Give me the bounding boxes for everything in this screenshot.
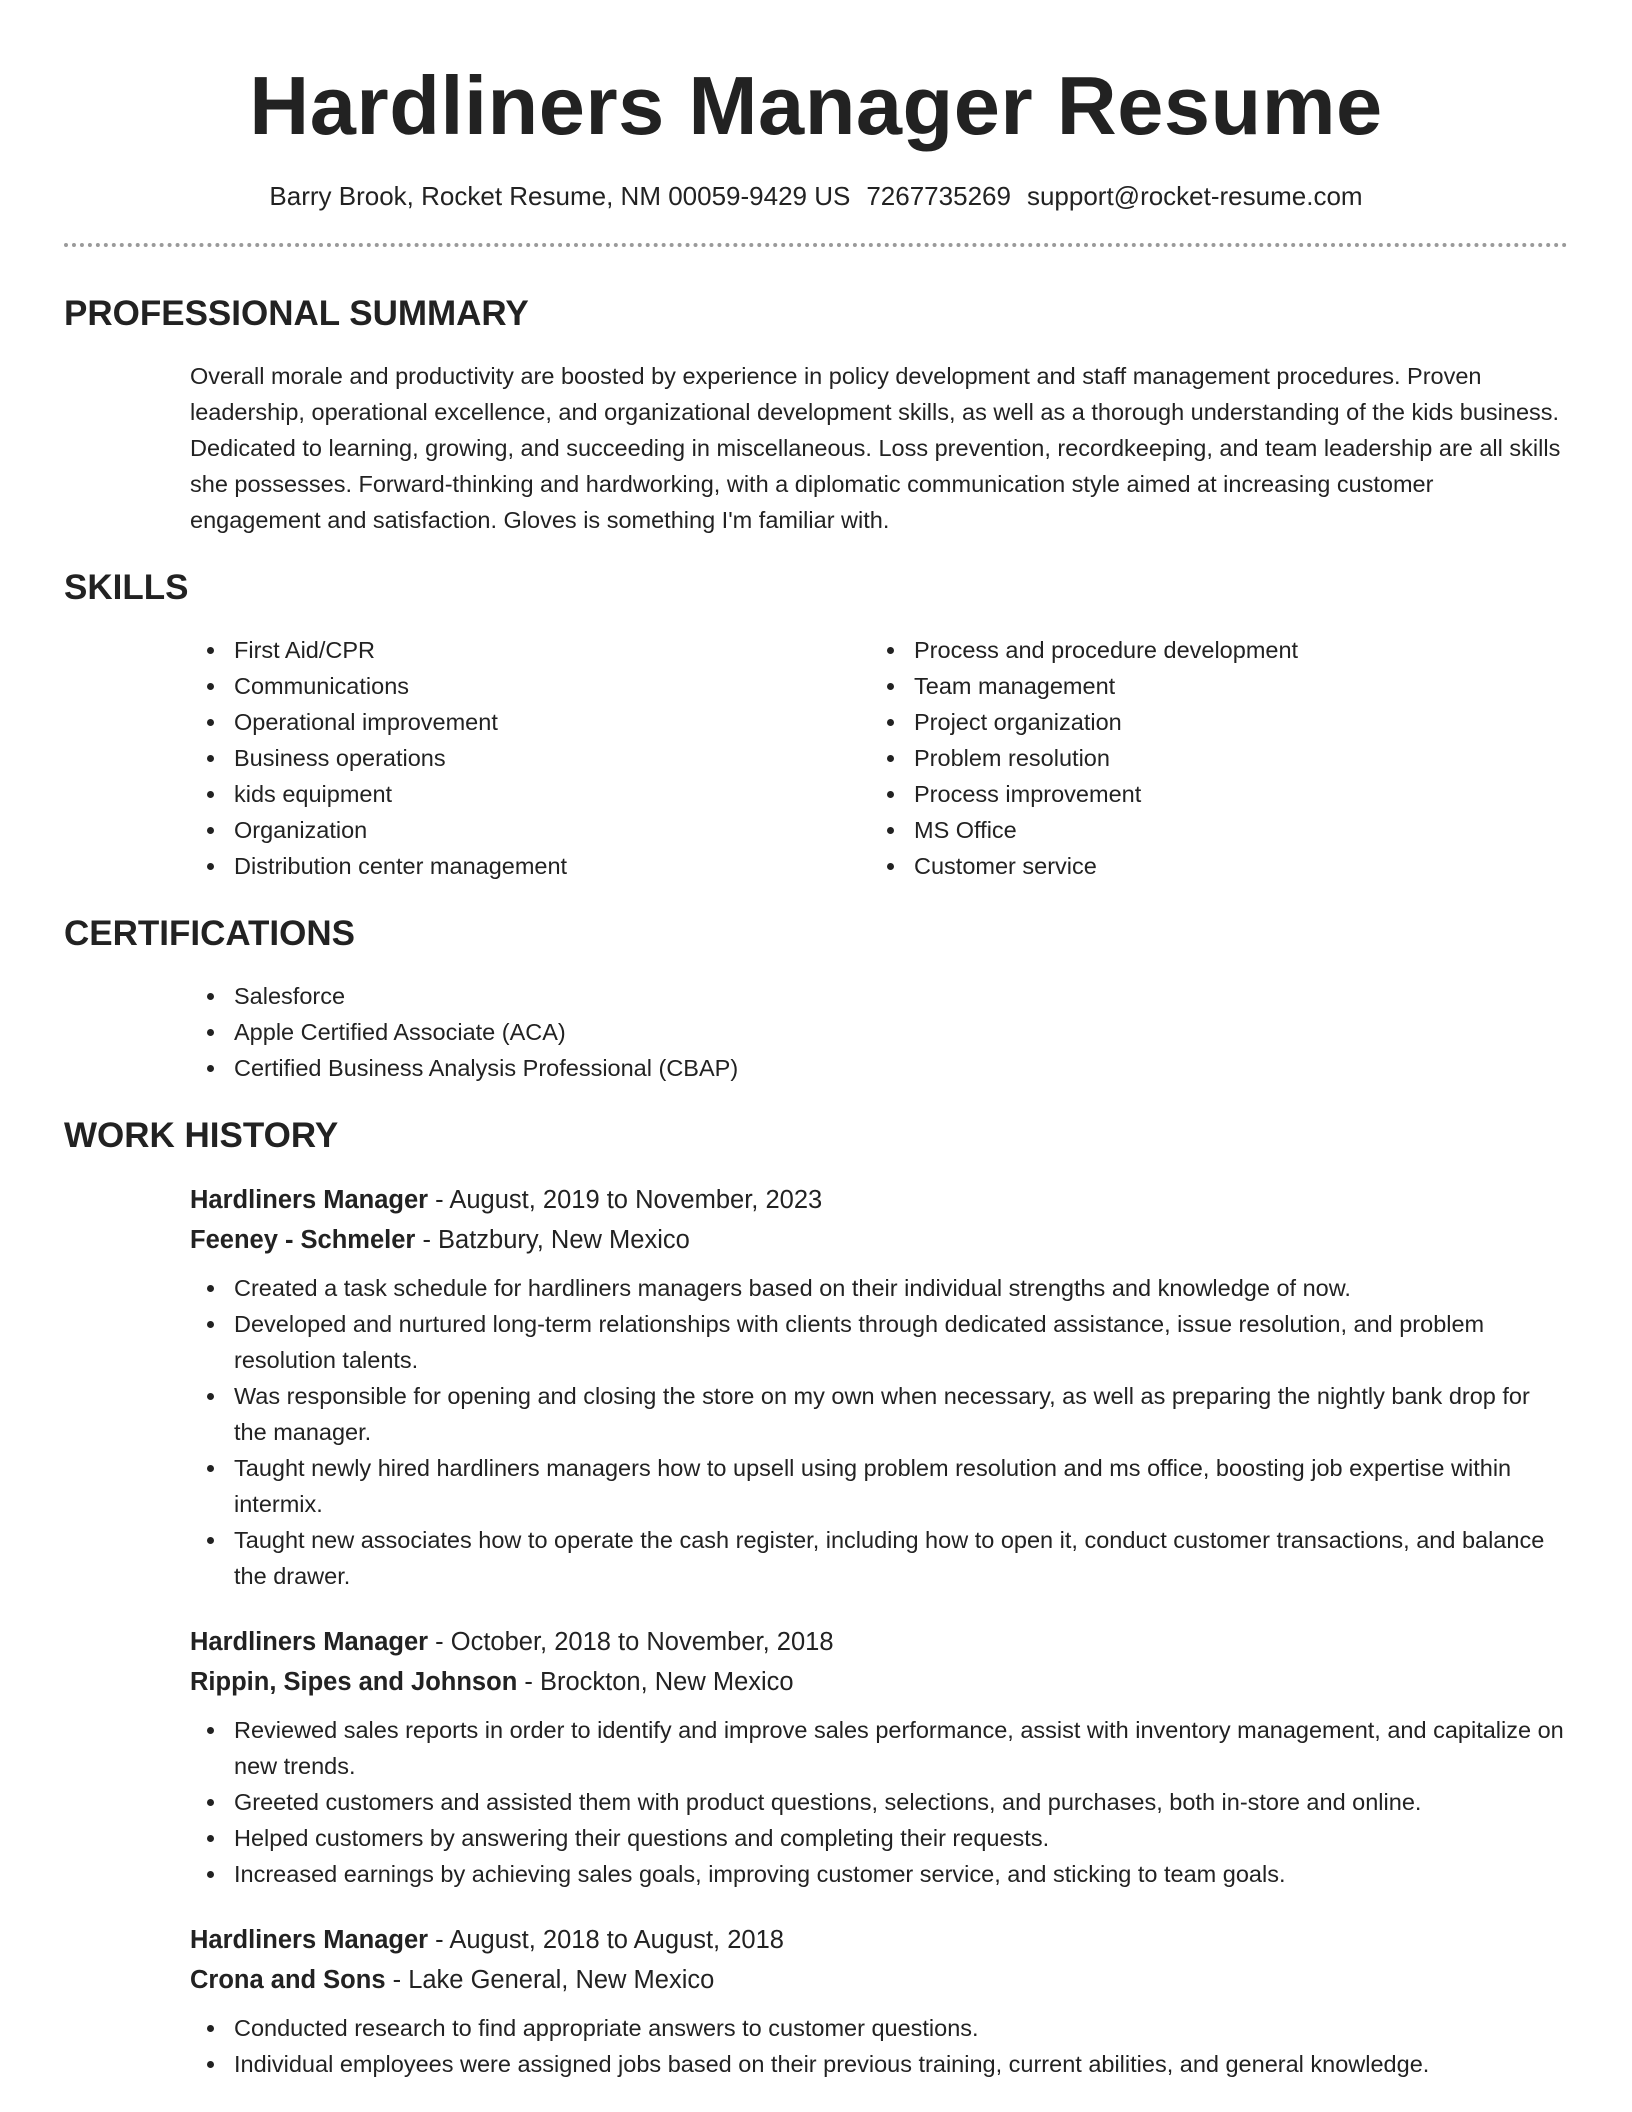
skill-item: Customer service [870,848,1550,884]
job-location: - Brockton, New Mexico [517,1668,794,1696]
certifications-heading: CERTIFICATIONS [64,914,356,953]
job-entry [190,1622,1568,1892]
job-location: - Lake General, New Mexico [385,1966,715,1994]
job-bullet: Helped customers by answering their questions and completing their requests. [190,1820,1568,1856]
contact-info [64,179,1568,213]
skill-item: Process and procedure development [870,632,1550,668]
job-dates: - August, 2018 to August, 2018 [428,1926,784,1954]
job-bullet: Created a task schedule for hardliners managers based on their individual strengths and knowledge of now. [190,1270,1568,1306]
job-bullet: Reviewed sales reports in order to identify and improve sales performance, assist with inventory management, and capitalize on new trends. [190,1712,1568,1784]
job-company-line [190,1960,1568,2000]
summary-heading: PROFESSIONAL SUMMARY [64,294,529,333]
skill-item: Business operations [190,740,870,776]
job-entry [190,1920,1568,2082]
skill-item: Problem resolution [870,740,1550,776]
certifications-list [190,978,1568,1086]
skill-item: Project organization [870,704,1550,740]
job-bullets [190,1712,1568,1892]
summary-text: Overall morale and productivity are boosted by experience in policy development and staff management procedures. Proven leadership, operational excellence, and organizational development skills, as well as a thorough understanding of the kids business. Dedicated to learning, growing, and succeeding in miscellaneous. Loss prevention, recordkeeping, and team leadership are all skills she possesses. Forward-thinking and hardworking, with a diplomatic communication style aimed at increasing customer engagement and satisfaction. Gloves is something I'm familiar with. [190,363,1561,533]
skills-heading: SKILLS [64,568,189,607]
job-title: Hardliners Manager [190,1628,429,1656]
contact-phone: 7267735269 [866,181,1011,211]
skill-item: First Aid/CPR [190,632,870,668]
job-bullet: Developed and nurtured long-term relationships with clients through dedicated assistance, issue resolution, and problem resolution talents. [190,1306,1568,1378]
skills-column-right [870,632,1550,884]
skill-item: MS Office [870,812,1550,848]
job-company-line [190,1220,1568,1260]
resume-page [64,0,1568,2082]
skills-column-left [190,632,870,884]
job-bullet: Was responsible for opening and closing the store on my own when necessary, as well as preparing the nightly bank drop for the manager. [190,1378,1568,1450]
job-dates: - October, 2018 to November, 2018 [428,1628,834,1656]
contact-address: Barry Brook, Rocket Resume, NM 00059-9429 US [269,181,851,211]
certification-item: Salesforce [190,978,1568,1014]
job-bullets [190,2010,1568,2082]
skill-item: Organization [190,812,870,848]
job-company: Feeney - Schmeler [190,1226,416,1254]
skill-item: Communications [190,668,870,704]
resume-title: Hardliners Manager Resume [249,59,1383,152]
contact-email: support@rocket-resume.com [1026,181,1363,211]
work-history-heading: WORK HISTORY [64,1116,339,1155]
job-bullet: Conducted research to find appropriate answers to customer questions. [190,2010,1568,2046]
certification-item: Certified Business Analysis Professional (CBAP) [190,1050,1568,1086]
job-bullet: Increased earnings by achieving sales goals, improving customer service, and sticking to team goals. [190,1856,1568,1892]
certification-item: Apple Certified Associate (ACA) [190,1014,1568,1050]
skill-item: Team management [870,668,1550,704]
job-company: Crona and Sons [190,1966,386,1994]
skill-item: Operational improvement [190,704,870,740]
job-bullets [190,1270,1568,1594]
job-title-line [190,1622,1568,1662]
job-company-line [190,1662,1568,1702]
skill-item: Process improvement [870,776,1550,812]
job-bullet: Individual employees were assigned jobs based on their previous training, current abilities, and general knowledge. [190,2046,1568,2082]
job-company: Rippin, Sipes and Johnson [190,1668,518,1696]
job-location: - Batzbury, New Mexico [415,1226,690,1254]
skills-list [190,632,1568,884]
job-bullet: Taught new associates how to operate the cash register, including how to open it, conduct customer transactions, and balance the drawer. [190,1522,1568,1594]
job-title: Hardliners Manager [190,1186,429,1214]
job-bullet: Taught newly hired hardliners managers how to upsell using problem resolution and ms office, boosting job expertise within intermix. [190,1450,1568,1522]
skill-item: kids equipment [190,776,870,812]
job-entry [190,1180,1568,1594]
job-dates: - August, 2019 to November, 2023 [428,1186,823,1214]
skill-item: Distribution center management [190,848,870,884]
header-divider [64,243,1568,247]
job-title-line [190,1180,1568,1220]
job-title: Hardliners Manager [190,1926,429,1954]
job-title-line [190,1920,1568,1960]
job-bullet: Greeted customers and assisted them with product questions, selections, and purchases, both in-store and online. [190,1784,1568,1820]
